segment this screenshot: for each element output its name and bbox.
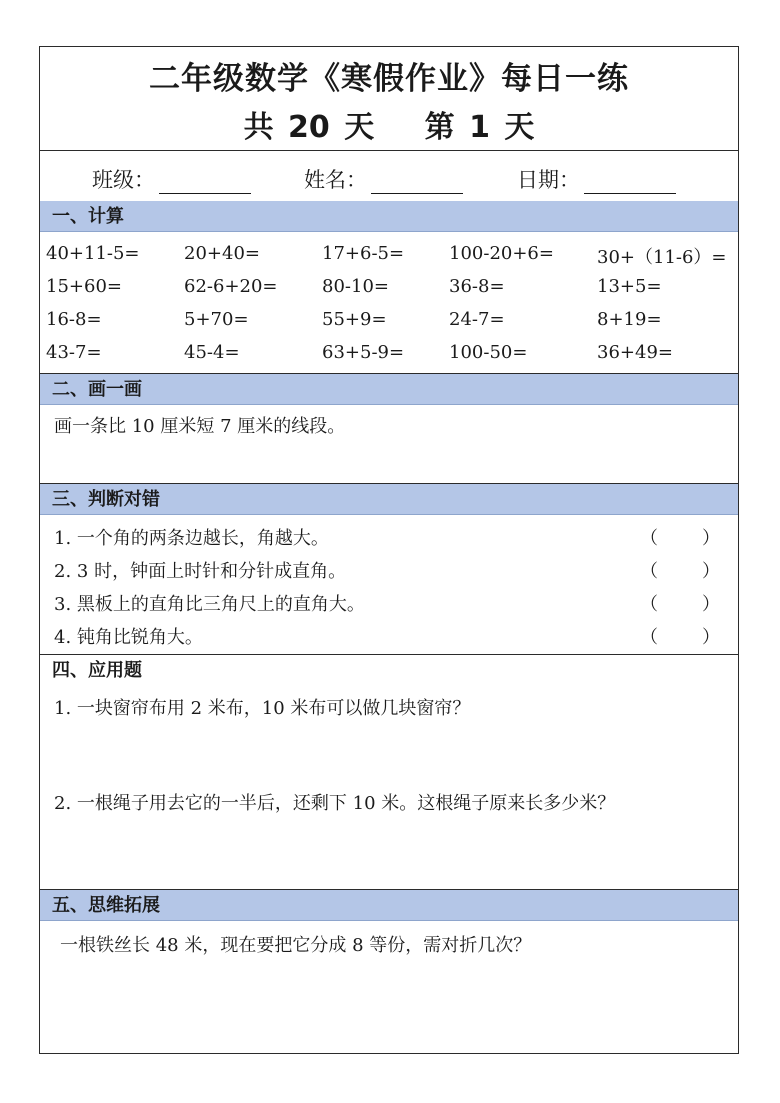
answer-paren[interactable]: （ ） [640, 528, 720, 549]
answer-paren[interactable]: （ ） [640, 627, 720, 648]
name-field [304, 164, 463, 194]
calc-item: 45-4= [184, 342, 240, 363]
name-blank[interactable] [371, 171, 463, 194]
calc-item: 17+6-5= [322, 243, 405, 264]
calc-item: 30+（11-6）= [597, 247, 727, 268]
class-blank[interactable] [159, 171, 251, 194]
student-info-row [40, 150, 738, 202]
calc-item: 24-7= [449, 309, 505, 330]
worksheet-subtitle [40, 102, 738, 146]
title-block [40, 47, 738, 151]
class-field [92, 164, 251, 194]
section-draw-heading: 二、画一画 [40, 374, 738, 405]
judge-item: 2. 3 时，钟面上时针和分针成直角。 [54, 561, 347, 582]
section-apply-heading: 四、应用题 [40, 655, 738, 686]
calc-item: 36-8= [449, 276, 505, 297]
name-label: 姓名： [304, 168, 367, 192]
total-days-label: 共 20 天 [243, 110, 375, 145]
calc-item: 15+60= [46, 276, 122, 297]
draw-question: 画一条比 10 厘米短 7 厘米的线段。 [54, 416, 346, 437]
worksheet [39, 46, 739, 1054]
section-calc-heading: 一、计算 [40, 201, 738, 232]
calc-item: 100-20+6= [449, 243, 554, 264]
class-label: 班级： [92, 168, 155, 192]
apply-question: 1. 一块窗帘布用 2 米布，10 米布可以做几块窗帘？ [54, 698, 471, 719]
calc-item: 63+5-9= [322, 342, 405, 363]
date-field [517, 164, 676, 194]
calc-item: 36+49= [597, 342, 673, 363]
calc-item: 13+5= [597, 276, 662, 297]
apply-question: 2. 一根绳子用去它的一半后，还剩下 10 米。这根绳子原来长多少米？ [54, 793, 616, 814]
worksheet-title: 二年级数学《寒假作业》每日一练 [149, 61, 629, 97]
extend-question: 一根铁丝长 48 米，现在要把它分成 8 等份，需对折几次？ [60, 935, 532, 956]
calc-item: 20+40= [184, 243, 260, 264]
calc-item: 43-7= [46, 342, 102, 363]
calc-item: 40+11-5= [46, 243, 140, 264]
day-number-label: 第 1 天 [424, 110, 535, 145]
section-judge-heading: 三、判断对错 [40, 484, 738, 515]
calc-item: 80-10= [322, 276, 389, 297]
calc-item: 100-50= [449, 342, 528, 363]
section-extend-heading: 五、思维拓展 [40, 890, 738, 921]
calc-item: 55+9= [322, 309, 387, 330]
calc-item: 8+19= [597, 309, 662, 330]
date-blank[interactable] [584, 171, 676, 194]
answer-paren[interactable]: （ ） [640, 594, 720, 615]
calc-item: 16-8= [46, 309, 102, 330]
date-label: 日期： [517, 168, 580, 192]
judge-item: 4. 钝角比锐角大。 [54, 627, 203, 648]
calc-item: 5+70= [184, 309, 249, 330]
judge-item: 1. 一个角的两条边越长，角越大。 [54, 528, 329, 549]
answer-paren[interactable]: （ ） [640, 561, 720, 582]
judge-item: 3. 黑板上的直角比三角尺上的直角大。 [54, 594, 365, 615]
calc-item: 62-6+20= [184, 276, 278, 297]
